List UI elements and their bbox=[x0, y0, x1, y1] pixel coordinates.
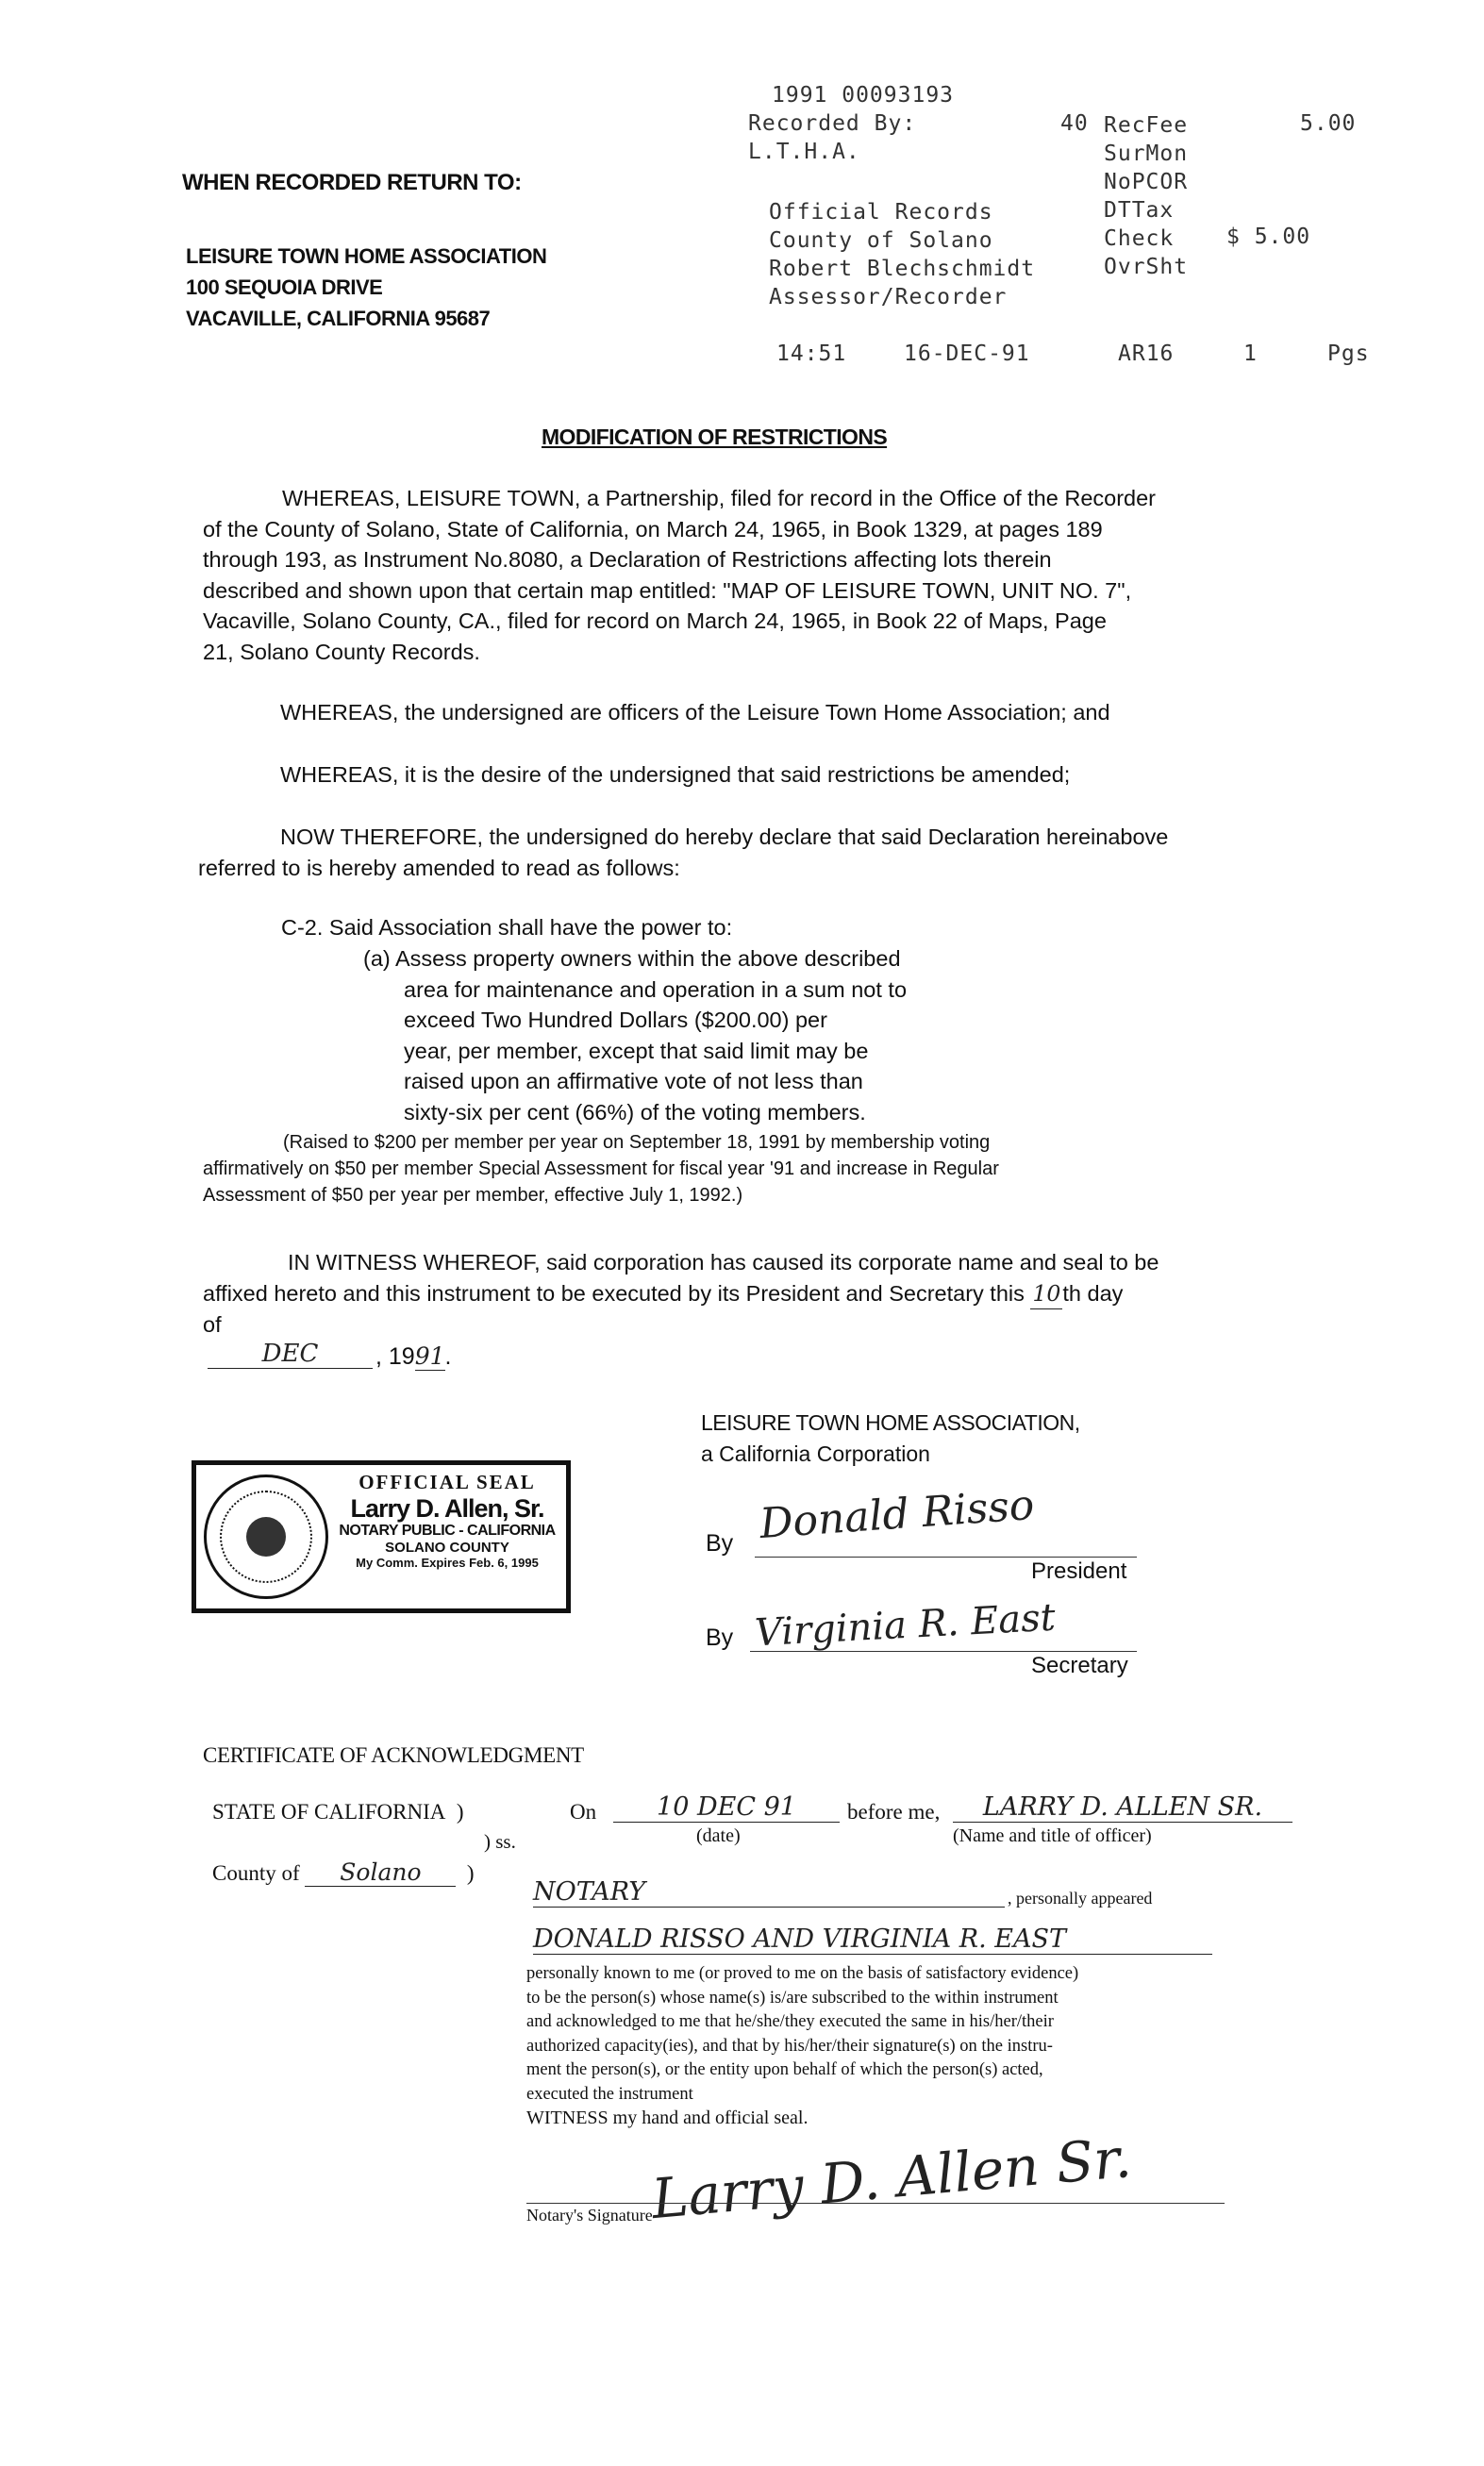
recorder-date: 16-DEC-91 bbox=[904, 342, 1030, 366]
recorder-check-amount: $ 5.00 bbox=[1226, 225, 1311, 249]
ack-text-line1: personally known to me (or proved to me on the basis of satisfactory evidence) bbox=[526, 1964, 1079, 1983]
fee-label-ovrsht: OvrSht bbox=[1104, 255, 1189, 279]
resolution-line1: NOW THEREFORE, the undersigned do hereby declare that said Declaration hereinabove bbox=[280, 825, 1169, 849]
recorder-recorded-by: Recorded By: bbox=[748, 111, 917, 136]
corporation-name: LEISURE TOWN HOME ASSOCIATION, bbox=[701, 1410, 1080, 1435]
by-label-1: By bbox=[706, 1530, 734, 1557]
resolution-paragraph bbox=[198, 822, 1168, 883]
ack-date-value: 10 DEC 91 bbox=[613, 1792, 840, 1823]
recital-paragraph-3: WHEREAS, it is the desire of the undersigned that said restrictions be amended; bbox=[280, 762, 1071, 787]
state-seal-icon bbox=[204, 1475, 328, 1599]
clause-line6: sixty-six per cent (66%) of the voting members. bbox=[404, 1099, 866, 1125]
clause-note-line2: affirmatively on $50 per member Special Assessment for fiscal year '91 and increase in Regular bbox=[203, 1158, 999, 1179]
recital-1-line2: of the County of Solano, State of California, on March 24, 1965, in Book 1329, at pages 189 bbox=[203, 516, 1103, 542]
clause-line1: (a) Assess property owners within the above described bbox=[363, 946, 901, 971]
notary-signature: Larry D. Allen Sr. bbox=[649, 2124, 1134, 2232]
ack-state-label: STATE OF CALIFORNIA bbox=[212, 1800, 446, 1824]
recorder-office-line4: Assessor/Recorder bbox=[769, 285, 1008, 309]
recorder-office-line3: Robert Blechschmidt bbox=[769, 257, 1036, 281]
clause-heading: C-2. Said Association shall have the power to: bbox=[281, 915, 733, 940]
witness-year-suffix: 91 bbox=[414, 1342, 445, 1370]
secretary-signature: Virginia R. East bbox=[754, 1595, 1057, 1656]
corporation-type: a California Corporation bbox=[701, 1441, 930, 1466]
ack-county: County of Solano ) bbox=[212, 1858, 475, 1886]
recorder-office-line1: Official Records bbox=[769, 200, 993, 225]
fee-label-check: Check bbox=[1104, 226, 1175, 251]
witness-line2: affixed hereto and this instrument to be executed by its President and Secretary this bbox=[203, 1280, 1025, 1306]
seal-line5: My Comm. Expires Feb. 6, 1995 bbox=[356, 1556, 539, 1570]
witness-month: DEC bbox=[208, 1340, 373, 1369]
ack-persons-value: DONALD RISSO AND VIRGINIA R. EAST bbox=[533, 1924, 1212, 1955]
ack-ss: ) ss. bbox=[484, 1830, 516, 1853]
notary-seal bbox=[192, 1460, 571, 1613]
witness-year: , 1991. bbox=[375, 1342, 452, 1370]
witness-of: of bbox=[203, 1312, 222, 1337]
ack-officer-label: (Name and title of officer) bbox=[953, 1825, 1152, 1846]
witness-day-suffix: th day bbox=[1062, 1280, 1124, 1306]
clause-line3: exceed Two Hundred Dollars ($200.00) per bbox=[404, 1008, 827, 1032]
clause-line2: area for maintenance and operation in a sum not to bbox=[404, 976, 908, 1002]
return-to-address bbox=[186, 241, 546, 334]
seal-line2: Larry D. Allen, Sr. bbox=[350, 1494, 544, 1523]
recorder-office-line2: County of Solano bbox=[769, 228, 993, 253]
return-to-heading: WHEN RECORDED RETURN TO: bbox=[182, 170, 522, 195]
clause-text bbox=[363, 943, 907, 1127]
return-to-line3: VACAVILLE, CALIFORNIA 95687 bbox=[186, 307, 491, 330]
ack-text-line4: authorized capacity(ies), and that by his/her/their signature(s) on the instru- bbox=[526, 2036, 1053, 2056]
ack-on-label: On bbox=[570, 1800, 597, 1824]
president-signature-line bbox=[755, 1557, 1137, 1558]
witness-paragraph bbox=[203, 1247, 1335, 1341]
notary-signature-line bbox=[526, 2203, 1225, 2204]
recorder-recorded-by-name: L.T.H.A. bbox=[748, 140, 860, 164]
fee-label-nopcor: NoPCOR bbox=[1104, 170, 1189, 194]
witness-line1: IN WITNESS WHEREOF, said corporation has caused its corporate name and seal to be bbox=[288, 1250, 1159, 1275]
president-signature: Donald Risso bbox=[758, 1480, 1036, 1549]
witness-year-prefix: 19 bbox=[388, 1343, 415, 1370]
ack-body-text bbox=[526, 1962, 1078, 2131]
notary-signature-label: Notary's Signature bbox=[526, 2206, 653, 2224]
ack-text-line2: to be the person(s) whose name(s) is/are subscribed to the within instrument bbox=[526, 1988, 1059, 2008]
ack-date-label: (date) bbox=[696, 1825, 741, 1846]
seal-line3: NOTARY PUBLIC - CALIFORNIA bbox=[339, 1523, 556, 1539]
clause-note bbox=[203, 1129, 999, 1208]
recital-1-line6: 21, Solano County Records. bbox=[203, 639, 480, 664]
recorder-office bbox=[769, 198, 1035, 311]
by-label-2: By bbox=[706, 1625, 734, 1651]
recorder-pages: 1 bbox=[1243, 342, 1258, 366]
ack-before-me: before me, bbox=[847, 1800, 941, 1824]
recorder-doc-number: 1991 00093193 bbox=[772, 83, 955, 108]
recital-paragraph-2: WHEREAS, the undersigned are officers of the Leisure Town Home Association; and bbox=[280, 700, 1110, 725]
ack-witness-line: WITNESS my hand and official seal. bbox=[526, 2108, 809, 2128]
ack-officer-value: LARRY D. ALLEN SR. bbox=[953, 1792, 1292, 1823]
recital-1-line5: Vacaville, Solano County, CA., filed for record on March 24, 1965, in Book 22 of Maps, Page bbox=[203, 608, 1107, 633]
witness-day: 10 bbox=[1030, 1278, 1062, 1310]
recorder-recfee-amount: 5.00 bbox=[1300, 111, 1357, 136]
clause-line4: year, per member, except that said limit may be bbox=[404, 1038, 869, 1063]
ack-text-line3: and acknowledged to me that he/she/they executed the same in his/her/their bbox=[526, 2012, 1054, 2031]
return-to-line2: 100 SEQUOIA DRIVE bbox=[186, 275, 383, 299]
seal-line4: SOLANO COUNTY bbox=[385, 1540, 509, 1556]
fee-label-dttax: DTTax bbox=[1104, 198, 1175, 223]
recorder-code: 40 bbox=[1060, 111, 1089, 136]
recital-1-line1: WHEREAS, LEISURE TOWN, a Partnership, filed for record in the Office of the Recorder bbox=[282, 486, 1157, 510]
notary-seal-text bbox=[328, 1471, 566, 1570]
clause-note-line1: (Raised to $200 per member per year on September 18, 1991 by membership voting bbox=[283, 1132, 991, 1153]
recital-1-line3: through 193, as Instrument No.8080, a Declaration of Restrictions affecting lots therein bbox=[203, 547, 1052, 572]
ack-text-line5: ment the person(s), or the entity upon behalf of which the person(s) acted, bbox=[526, 2060, 1043, 2079]
ack-personally-appeared: , personally appeared bbox=[1008, 1889, 1153, 1908]
secretary-signature-line bbox=[750, 1651, 1137, 1652]
ack-county-value: Solano bbox=[305, 1858, 456, 1887]
recorder-ar-code: AR16 bbox=[1118, 342, 1175, 366]
return-to-line1: LEISURE TOWN HOME ASSOCIATION bbox=[186, 244, 547, 268]
recorder-time: 14:51 bbox=[776, 342, 847, 366]
ack-notary-value: NOTARY bbox=[533, 1877, 1005, 1908]
ack-ss-label: ss. bbox=[495, 1830, 516, 1853]
secretary-title: Secretary bbox=[1031, 1653, 1128, 1678]
resolution-line2: referred to is hereby amended to read as follows: bbox=[198, 855, 680, 880]
clause-line5: raised upon an affirmative vote of not less than bbox=[404, 1069, 863, 1093]
acknowledgment-heading: CERTIFICATE OF ACKNOWLEDGMENT bbox=[203, 1743, 584, 1767]
state-seal-center bbox=[246, 1517, 286, 1557]
seal-line1: OFFICIAL SEAL bbox=[358, 1471, 536, 1493]
clause-note-line3: Assessment of $50 per year per member, effective July 1, 1992.) bbox=[203, 1185, 743, 1206]
corporation-block bbox=[701, 1408, 1080, 1470]
recorder-pages-label: Pgs bbox=[1327, 342, 1370, 366]
document-title: MODIFICATION OF RESTRICTIONS bbox=[542, 425, 888, 449]
recital-1-line4: described and shown upon that certain map entitled: "MAP OF LEISURE TOWN, UNIT NO. 7", bbox=[203, 577, 1132, 603]
ack-text-line6: executed the instrument bbox=[526, 2084, 693, 2104]
ack-state: STATE OF CALIFORNIA ) bbox=[212, 1800, 464, 1824]
fee-label-recfee: RecFee bbox=[1104, 113, 1189, 138]
fee-label-surmon: SurMon bbox=[1104, 142, 1189, 166]
president-title: President bbox=[1031, 1558, 1127, 1584]
recorder-fee-labels bbox=[1104, 111, 1188, 281]
ack-county-label: County of bbox=[212, 1861, 300, 1885]
recital-paragraph-1 bbox=[203, 483, 1335, 667]
